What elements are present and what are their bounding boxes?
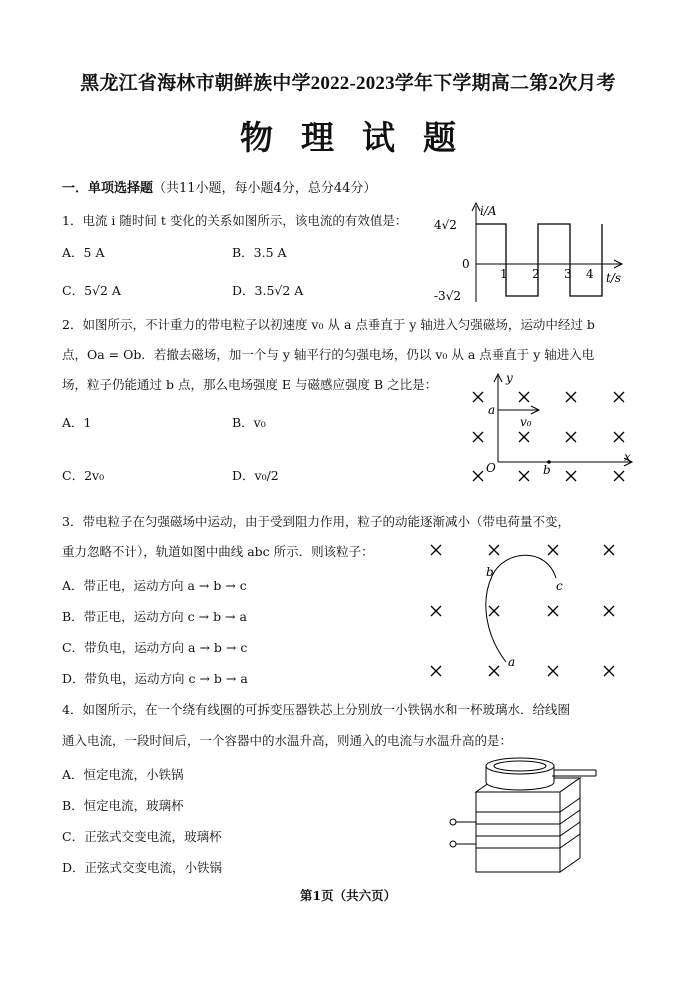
q4-core-front	[476, 792, 560, 872]
q2-v0-label: v₀	[520, 415, 532, 429]
q1-option-d: D．3.5√2 A	[232, 283, 304, 298]
q1-x-axis-label: t/s	[606, 271, 622, 285]
q3-option-c: C．带负电，运动方向 a → b → c	[62, 640, 248, 655]
q3-a-label: a	[508, 655, 516, 669]
q1-y-axis-label: i/A	[480, 204, 497, 218]
q4-stem-line2: 通入电流，一段时间后，一个容器中的水温升高，则通入的电流与水温升高的是：	[62, 733, 513, 748]
q4-option-a: A．恒定电流，小铁锅	[62, 767, 184, 782]
q1-option-b: B．3.5 A	[232, 245, 287, 260]
q4-pot-inner	[494, 761, 546, 771]
section-label: 一．单项选择题	[62, 181, 154, 196]
q3-stem-line2: 重力忽略不计），轨道如图中曲线 abc 所示．则该粒子：	[62, 544, 374, 559]
q1-option-a: A．5 A	[62, 245, 105, 260]
section-heading	[62, 177, 376, 196]
q3-c-label: c	[556, 579, 563, 593]
q4-option-c: C．正弦式交变电流，玻璃杯	[62, 829, 222, 844]
q2-stem-line1: 2．如图所示，不计重力的带电粒子以初速度 v₀ 从 a 点垂直于 y 轴进入匀强磁场，运动中经过 b	[62, 317, 595, 332]
page-footer: 第1页（共六页）	[299, 888, 397, 903]
q2-b-label: b	[543, 463, 551, 477]
q2-option-c: C．2v₀	[62, 468, 105, 483]
q2-option-a: A．1	[62, 415, 92, 430]
q2-x-label: x	[624, 450, 631, 464]
q4-transformer-diagram	[440, 752, 600, 876]
q2-stem-line2: 点，Oa = Ob．若撤去磁场，加一个与 y 轴平行的匀强电场，仍以 v₀ 从 a 点垂直于 y 轴进入电	[62, 347, 595, 362]
q2-field-diagram	[464, 370, 640, 490]
q4-terminal-2	[450, 841, 456, 847]
q1-x-tick-2: 2	[532, 267, 540, 281]
q3-cross-marks	[431, 545, 614, 676]
q4-terminal-1	[450, 819, 456, 825]
q1-x-tick-4: 4	[586, 267, 594, 281]
q1-y-bottom-label: -3√2	[434, 289, 461, 303]
q3-trajectory-diagram	[420, 536, 620, 684]
q2-stem-line3: 场，粒子仍能通过 b 点，那么电场强度 E 与磁感应强度 B 之比是：	[62, 377, 438, 392]
q1-y-zero-label: 0	[462, 257, 470, 271]
subject-title: 物理试题	[240, 118, 484, 157]
q2-y-label: y	[506, 371, 513, 385]
q4-core-side	[560, 778, 580, 872]
q1-x-tick-1: 1	[500, 267, 508, 281]
q4-option-d: D．正弦式交变电流，小铁锅	[62, 860, 223, 875]
q3-b-label: b	[486, 565, 494, 579]
exam-header-title: 黑龙江省海林市朝鲜族中学2022-2023学年下学期高二第2次月考	[80, 73, 616, 94]
q2-a-label: a	[488, 403, 496, 417]
q4-stem-line1: 4．如图所示，在一个绕有线圈的可拆变压器铁芯上分别放一小铁锅水和一杯玻璃水．给线圈	[62, 702, 570, 717]
q2-option-b: B．v₀	[232, 415, 266, 430]
q1-current-graph	[432, 198, 632, 310]
q3-option-d: D．带负电，运动方向 c → b → a	[62, 671, 248, 686]
q3-option-b: B．带正电，运动方向 c → b → a	[62, 609, 247, 624]
q2-option-d: D．v₀/2	[232, 468, 279, 483]
q1-x-tick-3: 3	[564, 267, 572, 281]
q3-option-a: A．带正电，运动方向 a → b → c	[62, 578, 247, 593]
q2-origin-label: O	[486, 461, 496, 475]
q1-option-c: C．5√2 A	[62, 283, 121, 298]
q1-current-wave	[476, 224, 602, 296]
q1-y-top-label: 4√2	[434, 218, 457, 232]
q4-option-b: B．恒定电流，玻璃杯	[62, 798, 184, 813]
section-note: （共11小题，每小题4分，总分44分）	[153, 181, 377, 196]
q1-stem: 1．电流 i 随时间 t 变化的关系如图所示，该电流的有效值是：	[62, 213, 408, 228]
q3-stem-line1: 3．带电粒子在匀强磁场中运动，由于受到阻力作用，粒子的动能逐渐减小（带电荷量不变，	[62, 514, 570, 529]
